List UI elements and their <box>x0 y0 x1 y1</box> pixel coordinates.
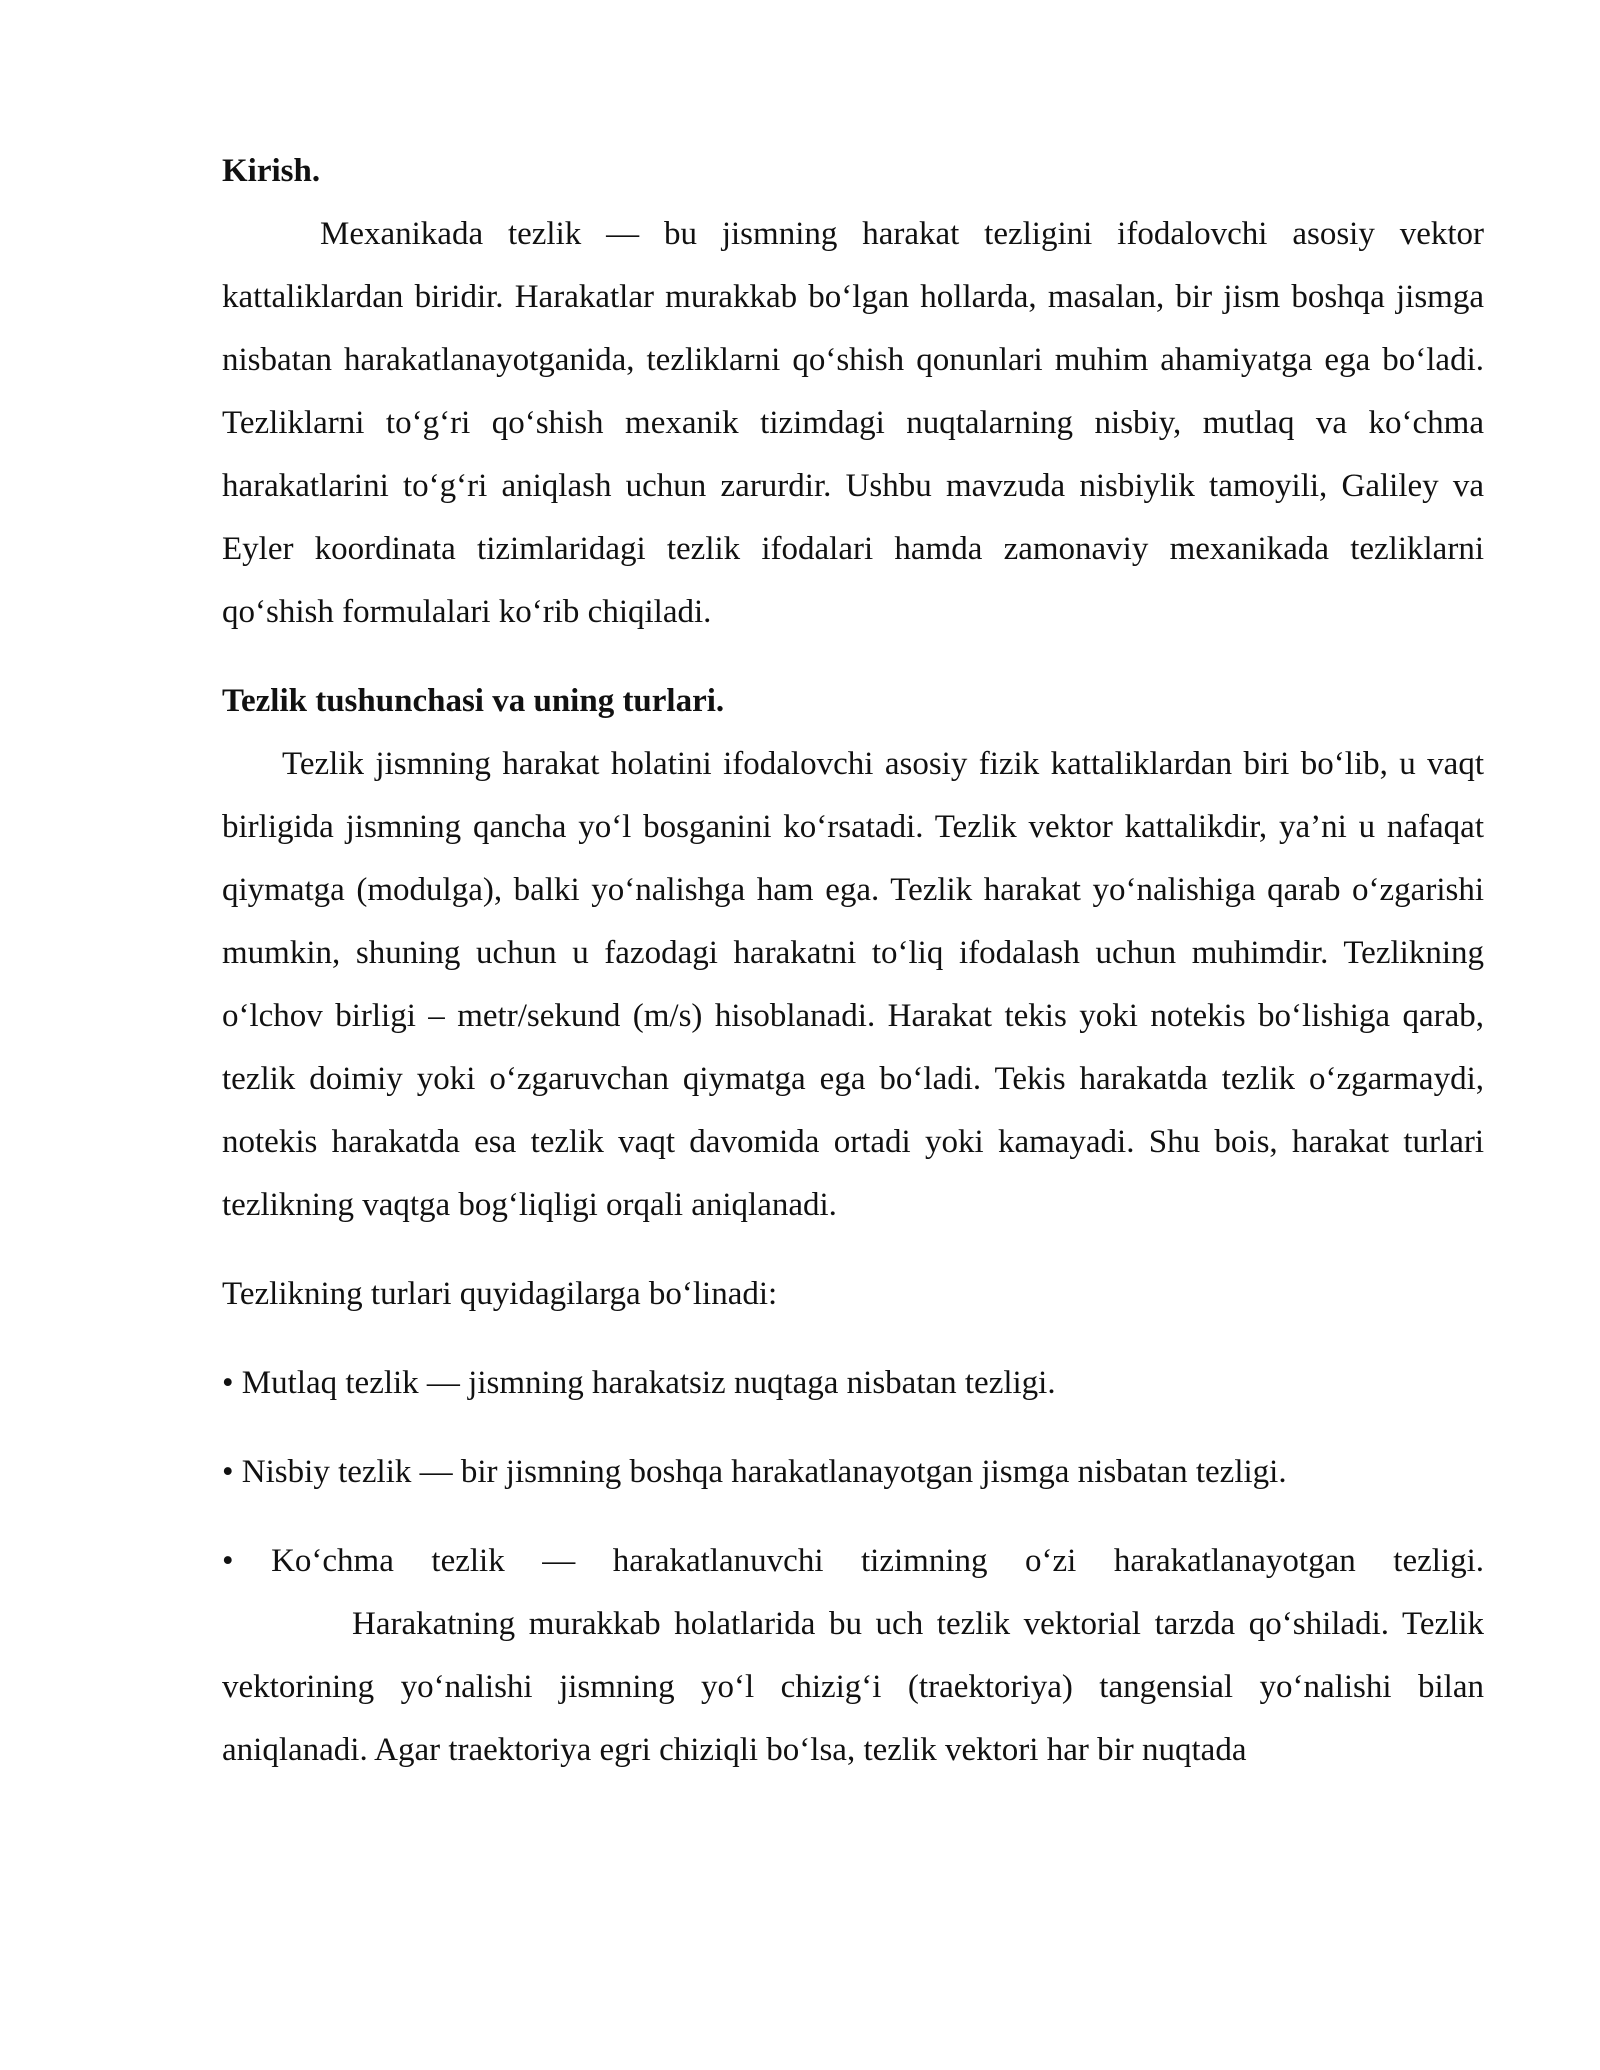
document-page <box>222 140 1484 1782</box>
velocity-paragraph: Tezlik jismning harakat holatini ifodalovchi asosiy fizik kattaliklardan biri bo‘lib, u vaqt birligida jismning qancha yo‘l bosganini ko‘rsatadi. Tezlik vektor kattalikdir, ya’ni u nafaqat qiymatga (modulga), balki yo‘nalishga ham ega. Tezlik harakat yo‘nalishiga qarab o‘zgarishi mumkin, shuning uchun u fazodagi harakatni to‘liq ifodalash uchun muhimdir. Tezlikning o‘lchov birligi – metr/sekund (m/s) hisoblanadi. Harakat tekis yoki notekis bo‘lishiga qarab, tezlik doimiy yoki o‘zgaruvchan qiymatga ega bo‘ladi. Tekis harakatda tezlik o‘zgarmaydi, notekis harakatda esa tezlik vaqt davomida ortadi yoki kamayadi. Shu bois, harakat turlari tezlikning vaqtga bog‘liqligi orqali aniqlanadi. <box>222 746 1484 1223</box>
section-heading-velocity-types: Tezlik tushunchasi va uning turlari. <box>222 683 725 719</box>
closing-paragraph: Harakatning murakkab holatlarida bu uch tezlik vektorial tarzda qo‘shiladi. Tezlik vektorining yo‘nalishi jismning yo‘l chizig‘i (traektoriya) tangensial yo‘nalishi bilan aniqlanadi. Agar traektoriya egri chiziqli bo‘lsa, tezlik vektori har bir nuqtada <box>222 1606 1484 1768</box>
list-item-transport-velocity: • Ko‘chma tezlik — harakatlanuvchi tizimning o‘zi harakatlanayotgan tezligi. <box>222 1543 1484 1579</box>
list-intro: Tezlikning turlari quyidagilarga bo‘linadi: <box>222 1276 778 1312</box>
section-heading-introduction: Kirish. <box>222 153 321 189</box>
introduction-paragraph: Mexanikada tezlik — bu jismning harakat tezligini ifodalovchi asosiy vektor kattaliklardan biridir. Harakatlar murakkab bo‘lgan hollarda, masalan, bir jism boshqa jismga nisbatan harakatlanayotganida, tezliklarni qo‘shish qonunlari muhim ahamiyatga ega bo‘ladi. Tezliklarni to‘g‘ri qo‘shish mexanik tizimdagi nuqtalarning nisbiy, mutlaq va ko‘chma harakatlarini to‘g‘ri aniqlash uchun zarurdir. Ushbu mavzuda nisbiylik tamoyili, Galiley va Eyler koordinata tizimlaridagi tezlik ifodalari hamda zamonaviy mexanikada tezliklarni qo‘shish formulalari ko‘rib chiqiladi. <box>222 216 1484 630</box>
list-item-absolute-velocity: • Mutlaq tezlik — jismning harakatsiz nuqtaga nisbatan tezligi. <box>222 1365 1056 1401</box>
list-item-relative-velocity: • Nisbiy tezlik — bir jismning boshqa harakatlanayotgan jismga nisbatan tezligi. <box>222 1454 1287 1490</box>
